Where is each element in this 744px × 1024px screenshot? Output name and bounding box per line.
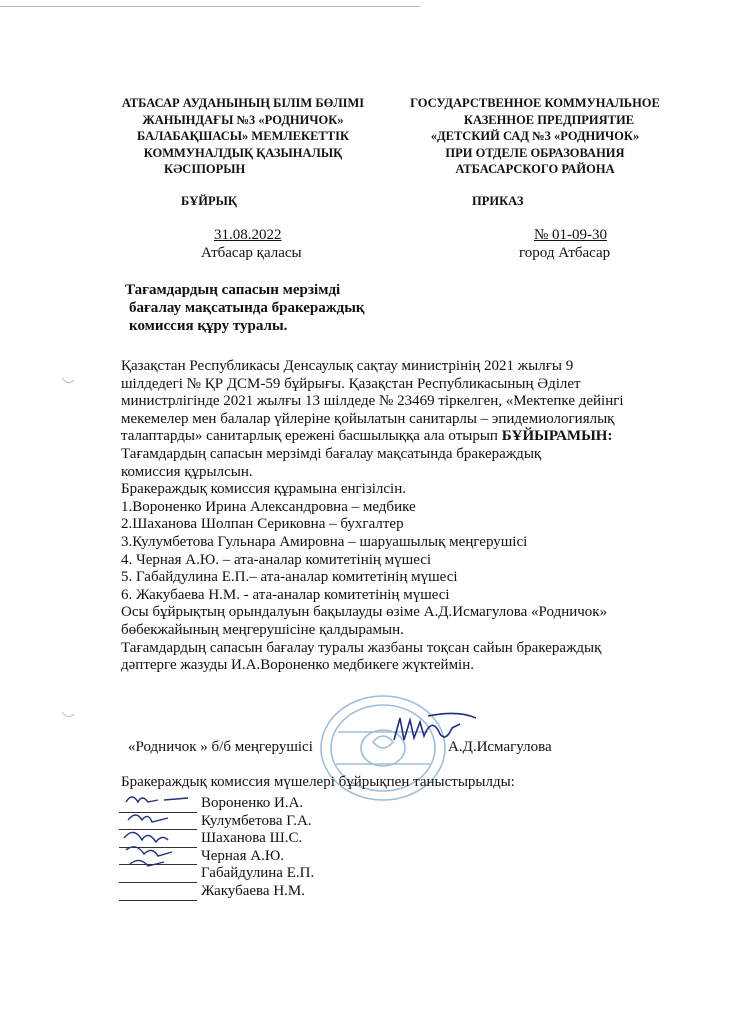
header-ru-line: ГОСУДАРСТВЕННОЕ КОММУНАЛЬНОЕ [410,96,660,110]
closing-line: бөбекжайының меңгерушісіне қалдырамын. [121,621,404,638]
ack-name: Кулумбетова Г.А. [201,812,312,829]
member-line: 3.Кулумбетова Гульнара Амировна – шаруашылық меңгерушісі [121,533,528,550]
scan-edge-line [0,6,420,7]
closing-line: Осы бұйрықтың орындалуын бақылауды өзіме А.Д.Исмагулова «Родничок» [121,604,608,621]
order-number: № 01-09-30 [534,227,608,243]
subject-line: Тағамдардың сапасын мерзімді [125,282,341,298]
punch-hole-mark [60,708,76,724]
ack-sign-line [119,886,197,901]
subject-line: бағалау мақсатында бракераждық [129,300,365,316]
order-body [121,358,624,675]
order-subject [125,281,365,335]
header-kz-line: КОММУНАЛДЫҚ ҚАЗЫНАЛЫҚ [143,145,343,160]
ack-row [119,883,314,901]
ack-title: Бракераждық комиссия мүшелері бұйрықпен таныстырылды: [121,774,515,790]
member-line: 1.Вороненко Ирина Александровна – медбике [121,498,416,515]
member-line: 6. Жакубаева Н.М. - ата-аналар комитетінің мүшесі [121,586,450,603]
intro-line: Қазақстан Республикасы Денсаулық сақтау министрінің 2021 жылғы 9 [121,358,574,374]
header-kz-line: АТБАСАР АУДАНЫНЫҢ БІЛІМ БӨЛІМІ [121,96,365,110]
punch-hole-mark [60,374,76,390]
header-ru [390,95,680,178]
doc-type-ru: ПРИКАЗ [472,194,524,208]
order-date: 31.08.2022 [214,227,282,243]
order-word: БҰЙЫРАМЫН: [501,428,613,445]
member-signatures-mark [118,790,202,872]
intro-line: шілдедегі № ҚР ДСМ-59 бұйрығы. Қазақстан Республикасының Әділет [121,375,581,392]
member-line: 5. Габайдулина Е.П.– ата-аналар комитетінің мүшесі [121,569,458,586]
place-kz: Атбасар қаласы [201,245,302,261]
intro-line [121,428,624,446]
doc-type-kz: БҰЙРЫҚ [181,194,237,208]
clause-line: Тағамдардың сапасын мерзімді бағалау мақсатында бракераждық [121,445,542,462]
subject-line: комиссия құру туралы. [129,318,288,334]
ack-name: Вороненко И.А. [201,795,304,811]
clause-line: комиссия құрылсын. [121,463,253,480]
closing-line: Тағамдардың сапасын бағалау туралы жазбаны тоқсан сайын бракераждық [121,639,602,656]
header-ru-line: ПРИ ОТДЕЛЕ ОБРАЗОВАНИЯ [445,145,625,160]
header-kz-line: БАЛАБАҚШАСЫ» МЕМЛЕКЕТТІК [136,129,350,143]
signature-position: «Родничок » б/б меңгерушісі [128,739,313,755]
place-ru: город Атбасар [519,245,611,261]
ack-name: Черная А.Ю. [201,847,284,864]
ack-name: Жакубаева Н.М. [201,882,306,899]
intro-line: министрлігінде 2021 жылғы 13 шілдеде № 23469 тіркелген, «Мектепке дейінгі [121,393,624,410]
intro-last: талаптарды» санитарлық ережені басшылыққа ала отырып [121,428,502,445]
header-kz-line: КӘСІПОРЫН [164,162,246,176]
member-line: 4. Черная А.Ю. – ата-аналар комитетінің мүшесі [121,551,432,568]
closing-line: дәптерге жазуды И.А.Вороненко медбикеге жүктеймін. [121,657,475,674]
ack-name: Габайдулина Е.П. [201,865,315,882]
ack-name: Шаханова Ш.С. [201,830,303,847]
member-line: 2.Шаханова Шолпан Сериковна – бухгалтер [121,516,404,533]
header-ru-line: КАЗЕННОЕ ПРЕДПРИЯТИЕ [463,112,635,127]
header-ru-line: АТБАСАРСКОГО РАЙОНА [455,162,615,176]
intro-line: мекемелер мен балалар үйлеріне қойылатын санитарлы – эпидемиологиялық [121,410,615,427]
header-kz [98,95,388,178]
clause-line: Бракераждық комиссия құрамына енгізілсін. [121,481,406,498]
header-ru-line: «ДЕТСКИЙ САД №3 «РОДНИЧОК» [430,129,640,143]
header-kz-line: ЖАНЫНДАҒЫ №3 «РОДНИЧОК» [142,112,344,127]
signature-name: А.Д.Исмагулова [448,739,552,755]
